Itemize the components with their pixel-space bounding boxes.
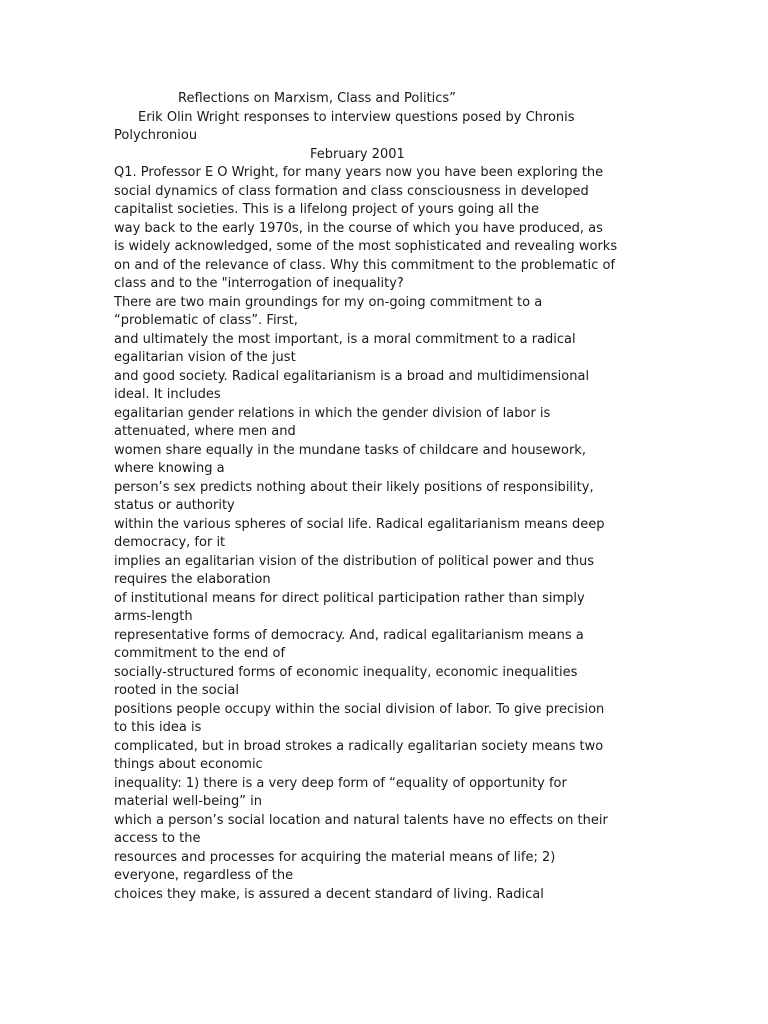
body-text-line: arms-length bbox=[114, 609, 193, 624]
body-text-line: things about economic bbox=[114, 757, 263, 772]
document-date: February 2001 bbox=[310, 146, 405, 162]
body-text-line: commitment to the end of bbox=[114, 646, 286, 661]
body-text-line: status or authority bbox=[114, 498, 235, 513]
body-text-line: within the various spheres of social life. Radical egalitarianism means deep bbox=[114, 516, 605, 532]
body-text-line: requires the elaboration bbox=[114, 572, 271, 587]
document-text bbox=[114, 90, 654, 904]
body-text-line: There are two main groundings for my on-going commitment to a bbox=[114, 294, 543, 310]
body-text-line: socially-structured forms of economic inequality, economic inequalities bbox=[114, 664, 578, 680]
document-title: Reflections on Marxism, Class and Politics” bbox=[178, 91, 456, 106]
body-text-line: material well-being” in bbox=[114, 794, 263, 809]
body-text-line: implies an egalitarian vision of the distribution of political power and thus bbox=[114, 553, 595, 569]
body-text-line: attenuated, where men and bbox=[114, 424, 296, 439]
body-text-line: egalitarian gender relations in which the gender division of labor is bbox=[114, 405, 551, 421]
body-text-line: access to the bbox=[114, 831, 201, 846]
document-body bbox=[114, 164, 654, 904]
body-text-line: capitalist societies. This is a lifelong project of yours going all the bbox=[114, 202, 539, 217]
body-text-line: to this idea is bbox=[114, 720, 202, 735]
document-subtitle-continued: Polychroniou bbox=[114, 128, 198, 143]
body-text-line: Q1. Professor E O Wright, for many years now you have been exploring the bbox=[114, 165, 604, 180]
document-subtitle: Erik Olin Wright responses to interview questions posed by Chronis bbox=[138, 109, 575, 125]
body-text-line: democracy, for it bbox=[114, 535, 226, 550]
body-text-line: and good society. Radical egalitarianism is a broad and multidimensional bbox=[114, 368, 590, 384]
body-text-line: which a person’s social location and natural talents have no effects on their bbox=[114, 812, 608, 828]
body-text-line: representative forms of democracy. And, radical egalitarianism means a bbox=[114, 627, 584, 643]
body-text-line: is widely acknowledged, some of the most sophisticated and revealing works bbox=[114, 239, 618, 254]
body-text-line: “problematic of class”. First, bbox=[114, 313, 298, 328]
body-text-line: complicated, but in broad strokes a radically egalitarian society means two bbox=[114, 738, 604, 754]
body-text-line: rooted in the social bbox=[114, 683, 239, 698]
body-text-line: resources and processes for acquiring the material means of life; 2) bbox=[114, 849, 556, 865]
body-text-line: women share equally in the mundane tasks of childcare and housework, bbox=[114, 442, 586, 458]
body-text-line: where knowing a bbox=[114, 461, 225, 476]
body-text-line: person’s sex predicts nothing about their likely positions of responsibility, bbox=[114, 479, 594, 495]
body-text-line: on and of the relevance of class. Why this commitment to the problematic of bbox=[114, 257, 616, 273]
body-text-line: inequality: 1) there is a very deep form of “equality of opportunity for bbox=[114, 775, 567, 791]
body-text-line: and ultimately the most important, is a moral commitment to a radical bbox=[114, 331, 576, 347]
body-text-line: everyone, regardless of the bbox=[114, 868, 294, 883]
body-text-line: egalitarian vision of the just bbox=[114, 350, 296, 365]
body-text-line: ideal. It includes bbox=[114, 387, 221, 402]
body-text-line: class and to the "interrogation of inequality? bbox=[114, 276, 404, 291]
body-text-line: social dynamics of class formation and class consciousness in developed bbox=[114, 183, 589, 199]
body-text-line: of institutional means for direct political participation rather than simply bbox=[114, 590, 585, 606]
body-text-line: way back to the early 1970s, in the course of which you have produced, as bbox=[114, 220, 603, 236]
body-text-line: positions people occupy within the social division of labor. To give precision bbox=[114, 701, 605, 717]
body-text-line: choices they make, is assured a decent standard of living. Radical bbox=[114, 886, 544, 902]
